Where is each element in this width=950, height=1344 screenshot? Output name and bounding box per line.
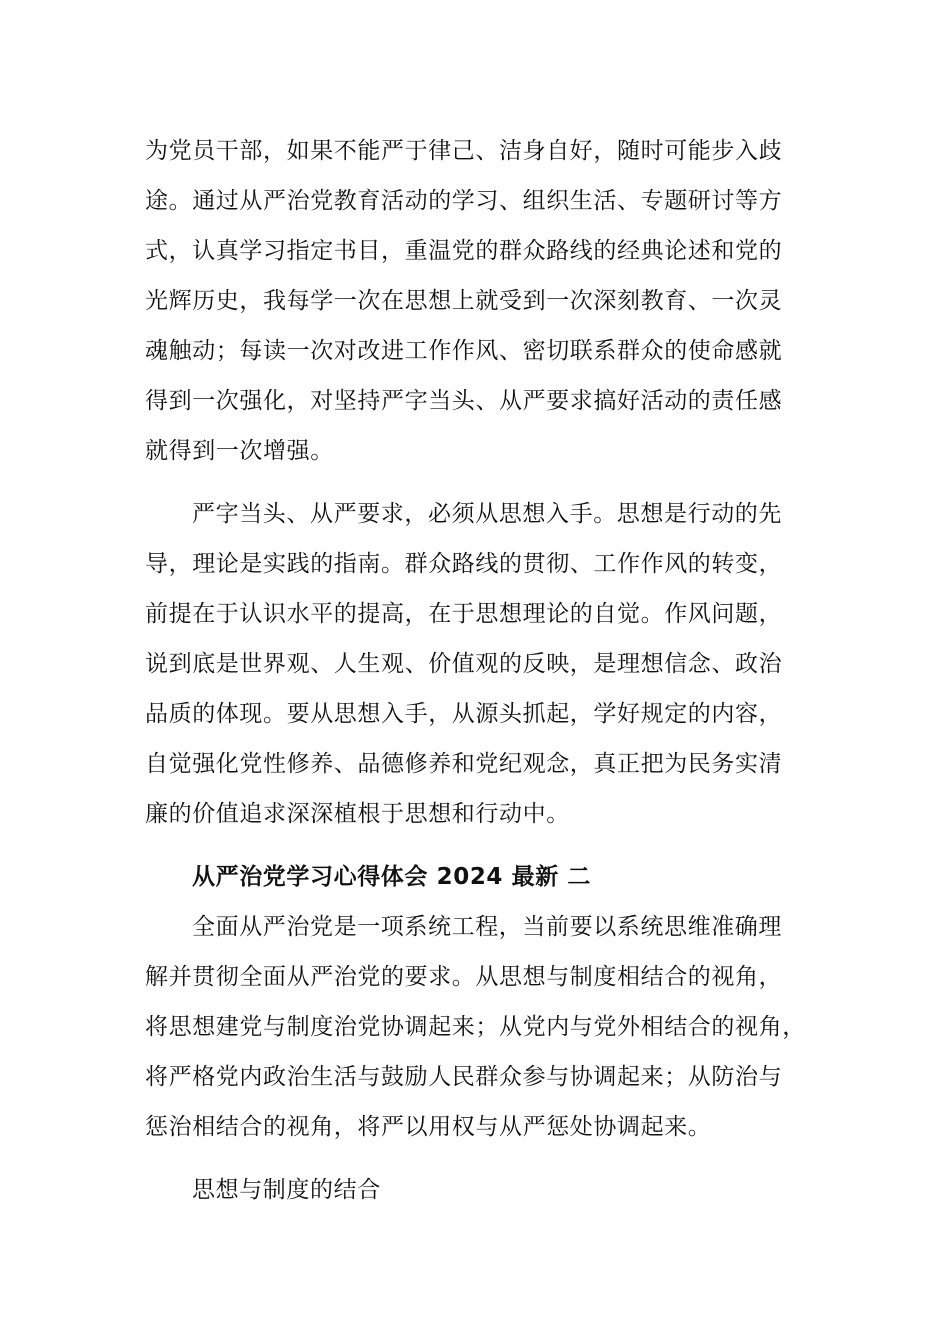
text-line: 解并贯彻全面从严治党的要求。从思想与制度相结合的视角， xyxy=(145,964,783,990)
text-line: 途。通过从严治党教育活动的学习、组织生活、专题研讨等方 xyxy=(145,188,783,214)
text-line: 魂触动；每读一次对改进工作作风、密切联系群众的使命感就 xyxy=(145,338,783,364)
text-line: 得到一次强化，对坚持严字当头、从严要求搞好活动的责任感 xyxy=(145,388,783,414)
text-line: 光辉历史，我每学一次在思想上就受到一次深刻教育、一次灵 xyxy=(145,288,783,314)
text-line: 自觉强化党性修养、品德修养和党纪观念，真正把为民务实清 xyxy=(145,751,783,777)
subsection-heading: 思想与制度的结合 xyxy=(192,1177,381,1203)
text-line: 前提在于认识水平的提高，在于思想理论的自觉。作风问题， xyxy=(145,601,783,627)
text-line: 为党员干部，如果不能严于律己、洁身自好，随时可能步入歧 xyxy=(145,138,783,164)
text-line: 就得到一次增强。 xyxy=(145,438,334,464)
text-line: 导，理论是实践的指南。群众路线的贯彻、工作作风的转变， xyxy=(145,551,783,577)
section-heading: 从严治党学习心得体会 2024 最新 二 xyxy=(192,864,592,890)
text-line: 廉的价值追求深深植根于思想和行动中。 xyxy=(145,801,570,827)
text-line: 惩治相结合的视角，将严以用权与从严惩处协调起来。 xyxy=(145,1114,712,1140)
text-line: 全面从严治党是一项系统工程，当前要以系统思维准确理 xyxy=(192,914,782,940)
text-line: 式，认真学习指定书目，重温党的群众路线的经典论述和党的 xyxy=(145,238,783,264)
text-line: 将严格党内政治生活与鼓励人民群众参与协调起来；从防治与 xyxy=(145,1064,783,1090)
text-line: 说到底是世界观、人生观、价值观的反映，是理想信念、政治 xyxy=(145,651,783,677)
text-line: 品质的体现。要从思想入手，从源头抓起，学好规定的内容， xyxy=(145,701,783,727)
text-line: 严字当头、从严要求，必须从思想入手。思想是行动的先 xyxy=(192,501,782,527)
text-line: 将思想建党与制度治党协调起来；从党内与党外相结合的视角， xyxy=(145,1014,806,1040)
